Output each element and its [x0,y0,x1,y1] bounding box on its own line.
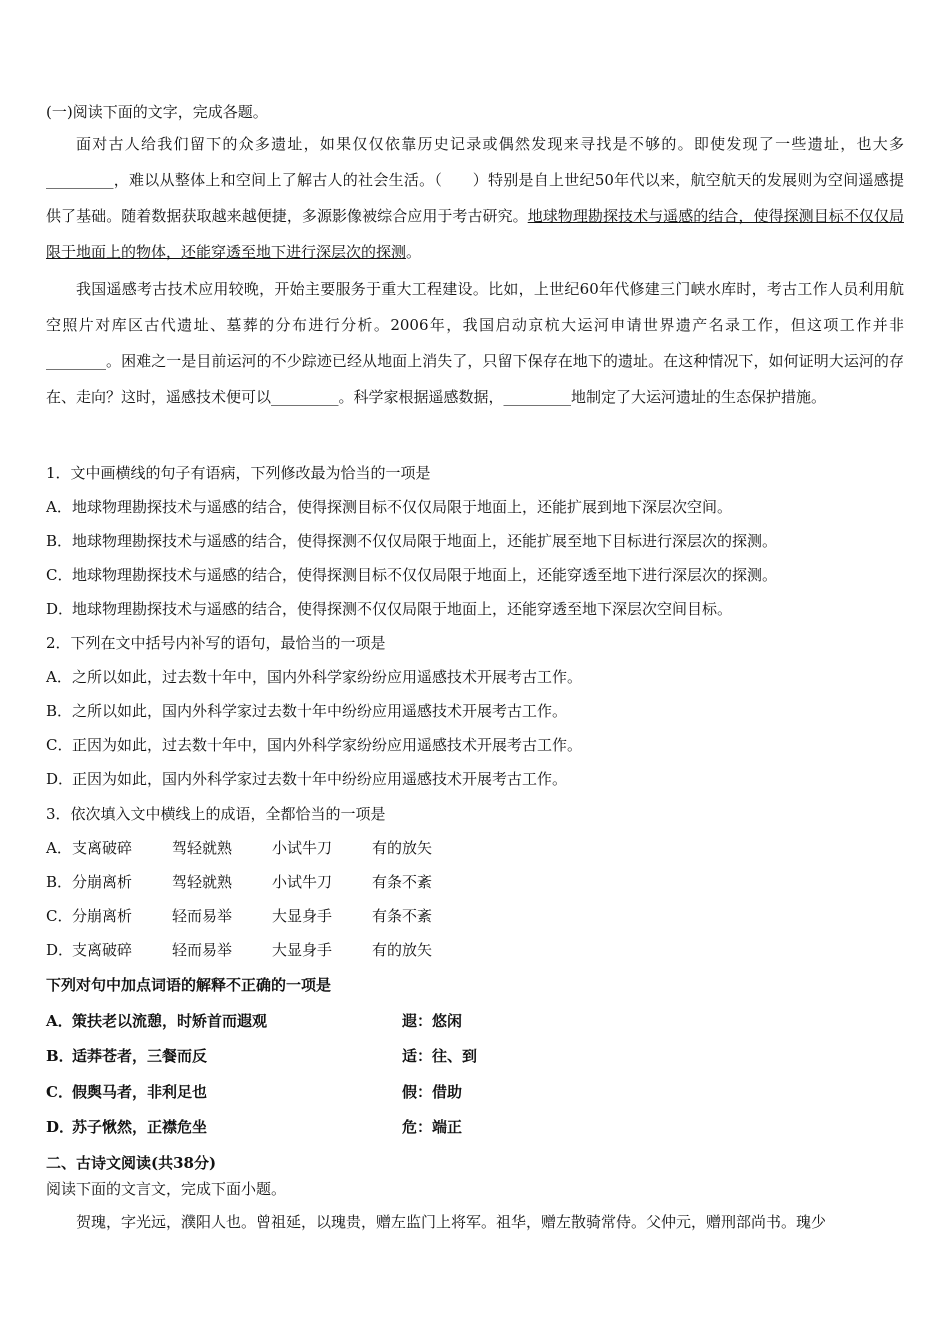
q4-option-d [46,1117,906,1137]
option-letter: B． [46,702,73,720]
option-gloss: 危：端正 [402,1118,463,1136]
q1-stem: 1．文中画横线的句子有语病，下列修改最为恰当的一项是 [46,464,431,482]
option-letter: A． [46,668,72,686]
underlined-sentence: 地球物理勘探技术与遥感的结合，使得探测目标不仅仅局限于地面上的物体，还能穿透至地下进行深层次的探测 [46,207,904,261]
idiom-4: 有条不紊 [372,907,433,925]
option-text: 地球物理勘探技术与遥感的结合，使得探测不仅仅局限于地面上，还能扩展至地下目标进行深层次的探测。 [72,532,778,550]
classical-text: 贺瑰，字光远，濮阳人也。曾祖延，以瑰贵，赠左监门上将军。祖华，赠左散骑常侍。父仲元，赠刑部尚书。瑰少 [76,1213,827,1231]
option-letter: D． [46,600,74,618]
idiom-4: 有的放矢 [372,839,433,857]
option-letter: C． [46,566,73,584]
option-letter: B． [46,873,73,891]
idiom-4: 有的放矢 [372,941,433,959]
idiom-2: 驾轻就熟 [172,839,233,857]
q3-option-a [46,838,906,858]
option-sentence: 假舆马者，非利足也 [72,1083,208,1101]
idiom-1: 支离破碎 [72,839,133,857]
option-text: 正因为如此，过去数十年中，国内外科学家纷纷应用遥感技术开展考古工作。 [72,736,583,754]
option-letter: A． [46,839,72,857]
option-sentence: 策扶老以流憩，时矫首而遐观 [72,1012,268,1030]
q1-option-c [46,565,906,585]
option-gloss: 遐：悠闲 [402,1012,463,1030]
option-letter: D． [46,1118,75,1136]
section1-heading: (一)阅读下面的文字，完成各题。 [46,103,268,121]
q4-stem: 下列对句中加点词语的解释不正确的一项是 [46,976,332,994]
q3-option-c [46,906,906,926]
option-sentence: 适莽苍者，三餐而反 [72,1047,208,1065]
option-letter: B． [46,532,73,550]
option-text: 地球物理勘探技术与遥感的结合，使得探测目标不仅仅局限于地面上，还能扩展到地下深层次空间。 [72,498,733,516]
option-letter: D． [46,941,74,959]
idiom-2: 驾轻就熟 [172,873,233,891]
q1-option-d [46,599,906,619]
passage-paragraph-1 [46,126,904,270]
q4-option-a [46,1011,906,1031]
q1-option-a [46,497,906,517]
option-gloss: 假：借助 [402,1083,463,1101]
idiom-1: 分崩离析 [72,907,133,925]
q3-option-b [46,872,906,892]
q2-option-b [46,701,906,721]
idiom-3: 小试牛刀 [272,839,333,857]
option-text: 正因为如此，国内外科学家过去数十年中纷纷应用遥感技术开展考古工作。 [72,770,568,788]
section2-heading: 二、古诗文阅读(共38分) [46,1154,217,1172]
idiom-3: 小试牛刀 [272,873,333,891]
passage-paragraph-2: 我国遥感考古技术应用较晚，开始主要服务于重大工程建设。比如，上世纪60年代修建三门峡水库时，考古工作人员利用航空照片对库区古代遗址、墓葬的分布进行分析。2006年，我国启动京杭大运河申请世界遗产名录工作，但这项工作并非________。困难之一是目前运河的不少踪迹已经从地面上消失了，只留下保存在地下的遗址。在这种情况下，如何证明大运河的存在、走向？这时，遥感技术便可以_________。科学家根据遥感数据，_________地制定了大运河遗址的生态保护措施。 [46,280,904,406]
q3-stem: 3．依次填入文中横线上的成语，全都恰当的一项是 [46,805,386,823]
section2-instruction: 阅读下面的文言文，完成下面小题。 [46,1180,287,1198]
option-letter: C． [46,1083,73,1101]
idiom-3: 大显身手 [272,941,333,959]
idiom-3: 大显身手 [272,907,333,925]
idiom-2: 轻而易举 [172,907,233,925]
q2-stem: 2．下列在文中括号内补写的语句，最恰当的一项是 [46,634,386,652]
option-letter: A． [46,1012,73,1030]
option-letter: C． [46,736,73,754]
option-gloss: 适：往、到 [402,1047,478,1065]
passage-p1-end: 。 [406,243,422,261]
idiom-4: 有条不紊 [372,873,433,891]
q4-option-c [46,1082,906,1102]
q2-option-c [46,735,906,755]
q1-option-b [46,531,906,551]
option-letter: B． [46,1047,74,1065]
q4-option-b [46,1046,906,1066]
option-text: 之所以如此，过去数十年中，国内外科学家纷纷应用遥感技术开展考古工作。 [72,668,583,686]
option-text: 地球物理勘探技术与遥感的结合，使得探测目标不仅仅局限于地面上，还能穿透至地下进行深层次的探测。 [72,566,778,584]
q2-option-a [46,667,906,687]
q2-option-d [46,769,906,789]
idiom-1: 分崩离析 [72,873,133,891]
option-sentence: 苏子愀然，正襟危坐 [72,1118,208,1136]
passage-p1-text: 面对古人给我们留下的众多遗址，如果仅仅依靠历史记录或偶然发现来寻找是不够的。即使发现了一些遗址，也大多_________，难以从整体上和空间上了解古人的社会生活。（ ）特别是自上世纪50年代以来，航空航天的发展则为空间遥感提供了基础。随着数据获取越来越便捷，多源影像被综合应用于考古研究。 [46,135,904,225]
idiom-1: 支离破碎 [72,941,133,959]
option-letter: D． [46,770,74,788]
option-text: 之所以如此，国内外科学家过去数十年中纷纷应用遥感技术开展考古工作。 [72,702,568,720]
option-letter: C． [46,907,73,925]
idiom-2: 轻而易举 [172,941,233,959]
option-letter: A． [46,498,72,516]
q3-option-d [46,940,906,960]
option-text: 地球物理勘探技术与遥感的结合，使得探测不仅仅局限于地面上，还能穿透至地下深层次空间目标。 [72,600,733,618]
